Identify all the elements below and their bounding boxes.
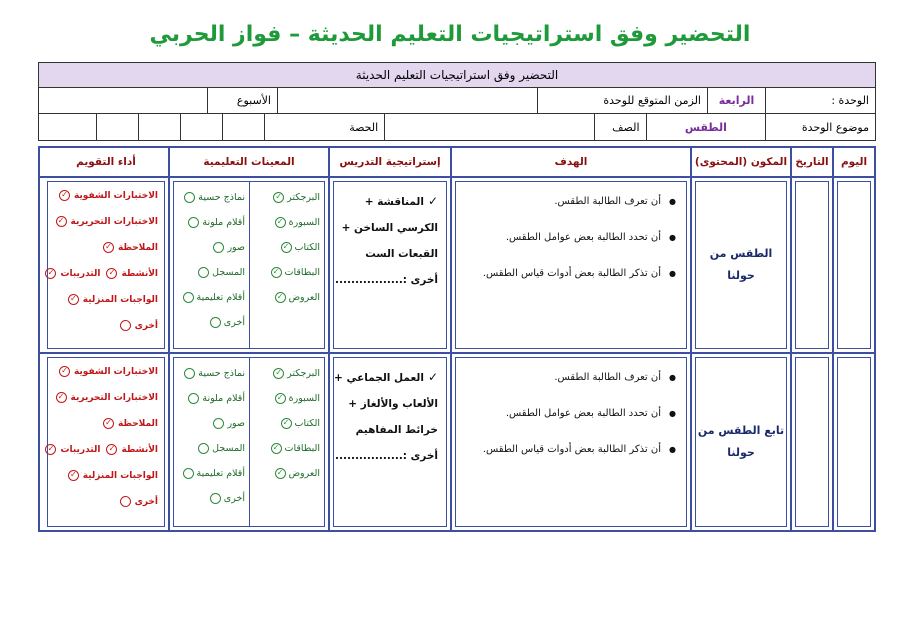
content-cell [690,178,790,352]
empty-circle-icon [210,317,221,328]
assessment-cell [44,178,168,352]
aid-option[interactable]: العروض✓ [254,468,320,479]
aid-option[interactable]: البطاقات✓ [254,443,320,454]
empty-circle-icon [198,267,209,278]
checked-circle-icon: ✓ [45,444,56,455]
checked-circle-icon: ✓ [59,190,70,201]
table-header-row [40,148,874,178]
header-row-2 [39,114,875,140]
aid-option[interactable]: السبورة✓ [254,393,320,404]
aid-option[interactable]: البرجكتر✓ [254,368,320,379]
checked-circle-icon: ✓ [275,393,286,404]
aid-option[interactable]: صور [178,418,245,429]
period-box[interactable] [54,114,96,140]
aid-option[interactable]: العروض✓ [254,292,320,303]
header-day: اليوم [832,148,874,176]
page-title: التحضير وفق استراتيجيات التعليم الحديثة – فواز الحربي [149,22,751,47]
topic-label: موضوع الوحدة [765,114,875,140]
assessment-option[interactable]: الأنشطة✓التدريبات✓ [54,444,158,455]
aid-option[interactable]: صور [178,242,245,253]
header-band: التحضير وفق استراتيجيات التعليم الحديثة [39,63,875,88]
empty-circle-icon [120,496,131,507]
goal-item: ● أن تحدد الطالبة بعض عوامل الطقس. [462,232,676,243]
goal-cell [450,354,690,530]
aid-option[interactable]: أخرى [178,317,245,328]
strategy-cell [328,354,450,530]
assessment-option[interactable]: الاختبارات الشفوية✓ [54,190,158,201]
aid-option[interactable]: أقلام تعليمية [178,292,245,303]
empty-circle-icon [213,418,224,429]
header-aids: المعينات التعليمية [168,148,328,176]
aid-option[interactable]: الكتاب✓ [254,242,320,253]
assessment-option[interactable]: الواجبات المنزلية✓ [54,294,158,305]
unit-label: الوحدة : [765,88,875,113]
goal-item: ● أن تذكر الطالبة بعض أدوات قياس الطقس. [462,268,676,279]
lesson-table [38,146,876,532]
empty-circle-icon [188,393,199,404]
checked-circle-icon: ✓ [106,444,117,455]
assessment-option[interactable]: الاختبارات الشفوية✓ [54,366,158,377]
strategy-other[interactable]: أخرى :................. [335,274,438,286]
checked-circle-icon: ✓ [281,242,292,253]
assessment-option[interactable]: أخرى [54,496,158,507]
strategy-cell [328,178,450,352]
strategy-item: الكرسي الساخن + [341,222,438,234]
period-box[interactable] [138,114,180,140]
content-text: تابع الطقس من حولنا [695,357,787,527]
header-assessment: أداء التقويم [76,156,136,168]
assessment-option[interactable]: الاختبارات التحريرية✓ [54,216,158,227]
header-date: التاريخ [790,148,832,176]
check-icon: ✓ [427,370,438,384]
aid-option[interactable]: نماذج حسية [178,368,245,379]
empty-circle-icon [198,443,209,454]
header-row-1 [39,88,875,114]
aid-option[interactable]: أقلام ملونة [178,217,245,228]
empty-circle-icon [213,242,224,253]
header-content: المكون (المحتوى) [690,148,790,176]
checked-circle-icon: ✓ [273,368,284,379]
strategy-item: القبعات الست [365,248,438,260]
checked-circle-icon: ✓ [281,418,292,429]
aid-option[interactable]: نماذج حسية [178,192,245,203]
content-cell [690,354,790,530]
time-value-field[interactable] [277,88,537,113]
assessment-option[interactable]: أخرى [54,320,158,331]
checked-circle-icon: ✓ [271,267,282,278]
aids-cell [168,178,328,352]
checked-circle-icon: ✓ [273,192,284,203]
week-value-field[interactable] [39,88,207,113]
checked-circle-icon: ✓ [68,470,79,481]
period-box[interactable] [180,114,222,140]
aid-option[interactable]: السبورة✓ [254,217,320,228]
table-row [40,354,874,530]
assessment-cell [44,354,168,530]
unit-value: الرابعة [707,88,765,113]
strategy-item[interactable]: ✓المناقشة + [364,194,438,208]
empty-circle-icon [183,292,194,303]
empty-circle-icon [184,192,195,203]
empty-circle-icon [183,468,194,479]
topic-value: الطقس [646,114,766,140]
check-icon: ✓ [427,194,438,208]
content-text: الطقس من حولنا [695,181,787,349]
goal-item: ● أن تعرف الطالبة الطقس. [462,372,676,383]
checked-circle-icon: ✓ [271,443,282,454]
aid-option[interactable]: أخرى [178,493,245,504]
header-strategy: إستراتيجية التدريس [328,148,450,176]
checked-circle-icon: ✓ [275,292,286,303]
checked-circle-icon: ✓ [59,366,70,377]
empty-circle-icon [188,217,199,228]
assessment-option[interactable]: الواجبات المنزلية✓ [54,470,158,481]
goal-item: ● أن تعرف الطالبة الطقس. [462,196,676,207]
strategy-item: خرائط المفاهيم [355,424,438,436]
goal-item: ● أن تذكر الطالبة بعض أدوات قياس الطقس. [462,444,676,455]
assessment-option[interactable]: الملاحظة✓ [54,418,158,429]
aid-option[interactable]: الكتاب✓ [254,418,320,429]
week-label: الأسبوع [207,88,277,113]
empty-circle-icon [210,493,221,504]
class-label: الصف [594,114,646,140]
aid-option[interactable]: المسجل [178,267,245,278]
checked-circle-icon: ✓ [56,216,67,227]
checked-circle-icon: ✓ [275,468,286,479]
aid-option[interactable]: المسجل [178,443,245,454]
period-box[interactable] [96,114,138,140]
header-goal: الهدف [450,148,690,176]
time-label: الزمن المتوقع للوحدة [537,88,707,113]
table-row [40,178,874,354]
date-cell[interactable] [790,178,832,352]
strategy-item: الألعاب والألغاز + [348,398,438,410]
day-cell[interactable] [832,354,874,530]
aid-option[interactable]: البرجكتر✓ [254,192,320,203]
checked-circle-icon: ✓ [103,418,114,429]
goal-cell [450,178,690,352]
checked-circle-icon: ✓ [106,268,117,279]
assessment-option[interactable]: الأنشطة✓التدريبات✓ [54,268,158,279]
assessment-option[interactable]: الملاحظة✓ [54,242,158,253]
checked-circle-icon: ✓ [275,217,286,228]
goal-item: ● أن تحدد الطالبة بعض عوامل الطقس. [462,408,676,419]
assessment-option[interactable]: الاختبارات التحريرية✓ [54,392,158,403]
checked-circle-icon: ✓ [45,268,56,279]
lesson-header [38,62,876,141]
checked-circle-icon: ✓ [56,392,67,403]
aid-option[interactable]: أقلام تعليمية [178,468,245,479]
strategy-other[interactable]: أخرى :................. [335,450,438,462]
checked-circle-icon: ✓ [68,294,79,305]
date-cell[interactable] [790,354,832,530]
period-box[interactable] [222,114,264,140]
checked-circle-icon: ✓ [103,242,114,253]
class-value-field[interactable] [384,114,593,140]
day-cell[interactable] [832,178,874,352]
period-boxes [39,114,264,140]
strategy-item[interactable]: ✓العمل الجماعي + [334,370,438,384]
aid-option[interactable]: البطاقات✓ [254,267,320,278]
empty-circle-icon [184,368,195,379]
aid-option[interactable]: أقلام ملونة [178,393,245,404]
empty-circle-icon [120,320,131,331]
aids-cell [168,354,328,530]
period-label: الحصة [264,114,384,140]
